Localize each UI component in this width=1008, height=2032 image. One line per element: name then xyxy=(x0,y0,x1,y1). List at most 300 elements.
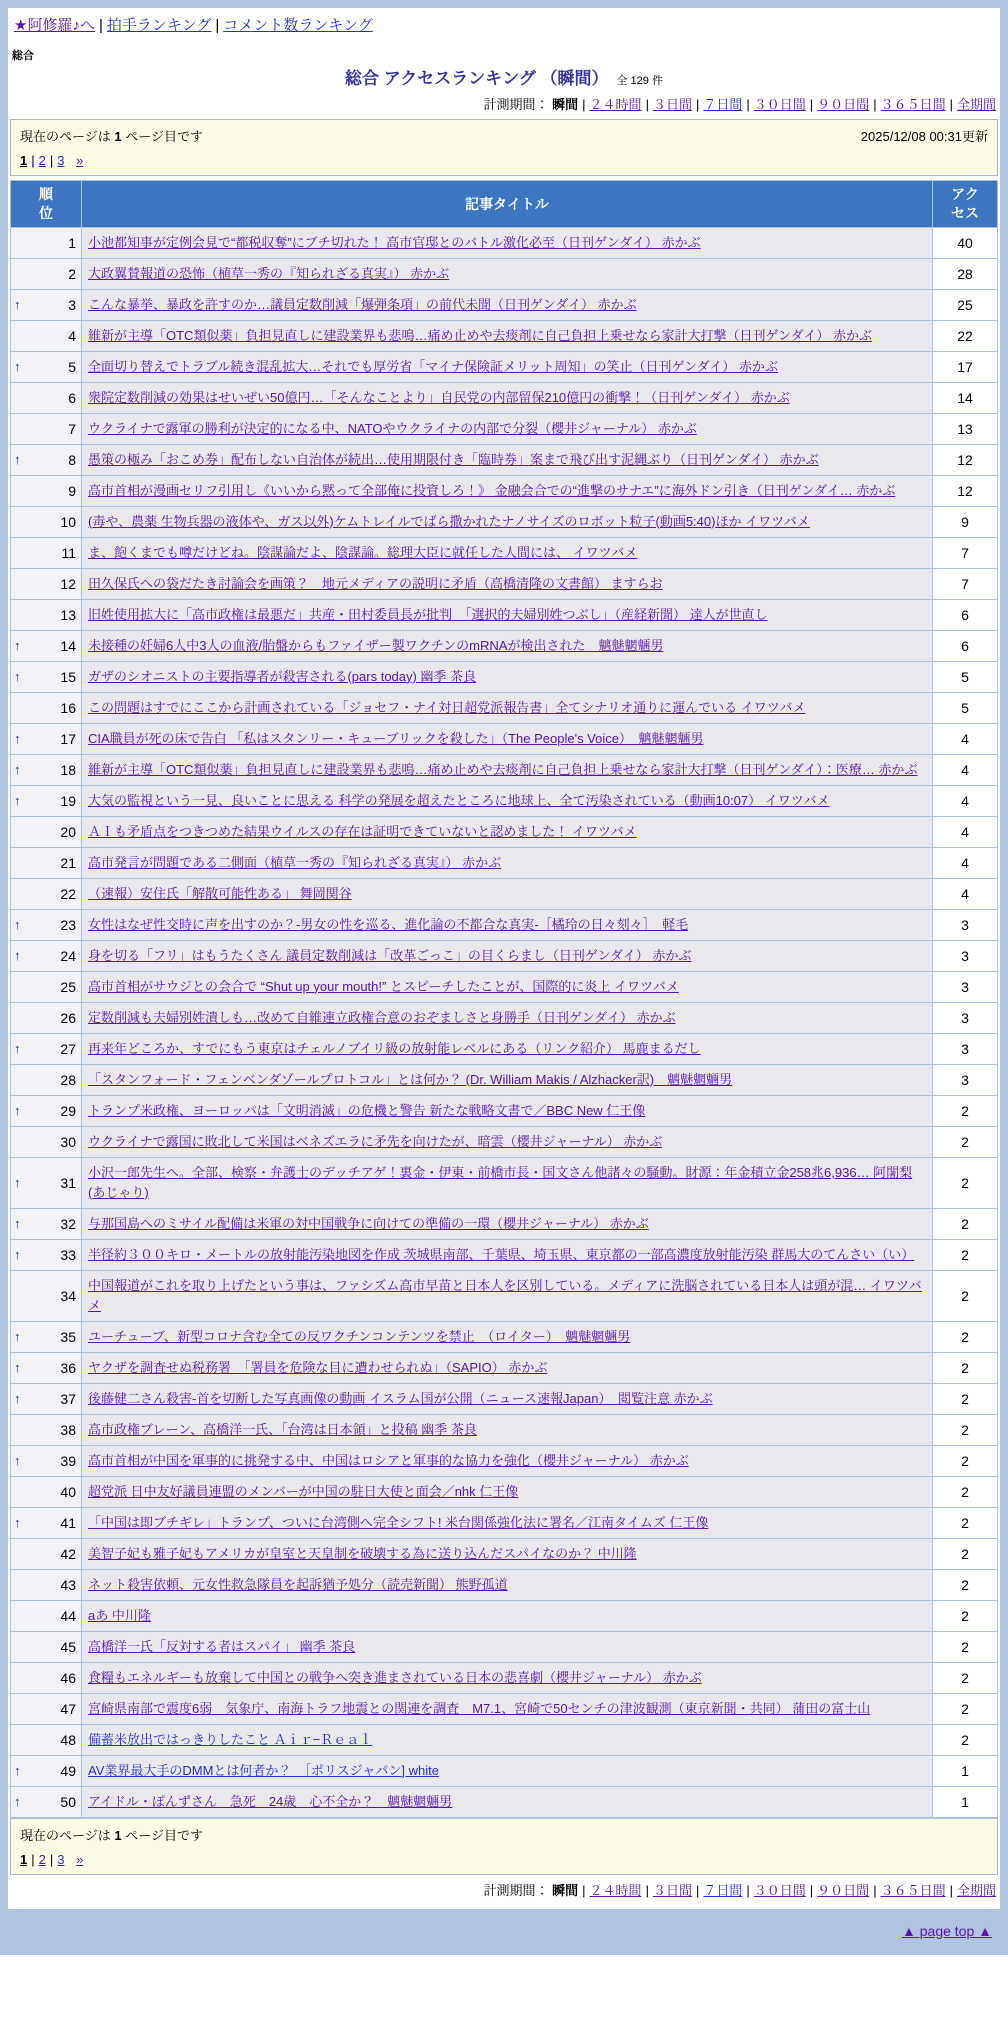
up-arrow-icon: ↑ xyxy=(14,297,21,313)
period-link[interactable]: ７日間 xyxy=(703,1882,743,1898)
table-row xyxy=(11,1383,998,1414)
title-cell xyxy=(82,1157,933,1208)
table-row xyxy=(11,1755,998,1786)
article-link[interactable]: （速報）安住氏「解散可能性ある」 舞岡関谷 xyxy=(88,885,352,901)
separator: | xyxy=(49,153,54,168)
access-count: 2 xyxy=(933,1507,998,1538)
article-link[interactable]: 身を切る「フリ」はもうたくさん 議員定数削減は「改革ごっこ」の目くらまし（日刊ゲンダイ） 赤かぶ xyxy=(88,947,692,963)
table-header-row xyxy=(11,181,998,228)
rank-cell xyxy=(11,630,82,661)
rank-cell xyxy=(11,537,82,568)
separator: | xyxy=(809,97,814,112)
access-count: 2 xyxy=(933,1208,998,1239)
rank-cell xyxy=(11,1414,82,1445)
access-count: 4 xyxy=(933,816,998,847)
article-link[interactable]: 「スタンフォード・フェンベンダゾールプロトコル」とは何か？ (Dr. William Makis / Alzhacker訳) 魑魅魍魎男 xyxy=(88,1071,733,1087)
rank-number: 26 xyxy=(60,1009,76,1026)
article-link[interactable]: 旧姓使用拡大に「高市政権は最悪だ」共産・田村委員長が批判 「選択的夫婦別姓つぶし」（産経新聞） 達人が世直し xyxy=(88,606,768,622)
rank-number: 29 xyxy=(60,1102,76,1119)
article-link[interactable]: 高市首相が中国を軍事的に挑発する中、中国はロシアと軍事的な協力を強化（櫻井ジャーナル） 赤かぶ xyxy=(88,1452,689,1468)
title-cell xyxy=(82,1538,933,1569)
article-link[interactable]: ガザのシオニストの主要指導者が殺害される(pars today) 幽季 茶良 xyxy=(88,668,477,684)
table-row xyxy=(11,351,998,382)
rank-cell xyxy=(11,1786,82,1817)
access-count: 1 xyxy=(933,1755,998,1786)
access-count: 5 xyxy=(933,692,998,723)
period-link[interactable]: ７日間 xyxy=(703,97,743,112)
table-row xyxy=(11,1786,998,1817)
pager-page-link[interactable]: » xyxy=(76,1851,84,1867)
rank-number: 12 xyxy=(60,575,76,592)
access-count: 22 xyxy=(933,320,998,351)
article-link[interactable]: 高橋洋一氏「反対する者はスパイ」 幽季 茶良 xyxy=(88,1638,356,1654)
separator: | xyxy=(31,1851,35,1867)
title-cell xyxy=(82,382,933,413)
table-row xyxy=(11,661,998,692)
ranking-table xyxy=(10,180,998,1818)
rank-cell xyxy=(11,506,82,537)
rank-number: 41 xyxy=(60,1514,76,1531)
pager-page-link[interactable]: 3 xyxy=(57,1851,65,1867)
title-cell xyxy=(82,289,933,320)
article-link[interactable]: この問題はすでにここから計画されている「ジョセフ・ナイ対日超党派報告書」全てシナリオ通りに運んでいる イワツバメ xyxy=(88,699,806,715)
rank-cell xyxy=(11,1157,82,1208)
article-link[interactable]: AV業界最大手のDMMとは何者か？ ［ポリスジャパン] white xyxy=(88,1762,439,1778)
rank-number: 9 xyxy=(68,482,76,499)
rank-cell xyxy=(11,1569,82,1600)
rank-cell xyxy=(11,909,82,940)
period-link[interactable]: ３６５日間 xyxy=(880,97,946,112)
rank-number: 24 xyxy=(60,947,76,964)
separator: | xyxy=(31,153,35,168)
access-count: 4 xyxy=(933,723,998,754)
top-nav-link-3[interactable]: コメント数ランキング xyxy=(223,17,373,34)
table-row xyxy=(11,1157,998,1208)
rank-number: 46 xyxy=(60,1669,76,1686)
title-cell xyxy=(82,878,933,909)
access-count: 2 xyxy=(933,1414,998,1445)
separator: | xyxy=(949,97,953,112)
up-arrow-icon: ↑ xyxy=(14,1175,21,1191)
title-cell xyxy=(82,568,933,599)
table-row xyxy=(11,1064,998,1095)
updated-timestamp: 2025/12/08 00:31更新 xyxy=(860,129,988,144)
pager-page-links xyxy=(20,153,988,168)
pager-status-line xyxy=(20,126,988,145)
table-row xyxy=(11,1126,998,1157)
table-row xyxy=(11,506,998,537)
access-count: 28 xyxy=(933,258,998,289)
up-arrow-icon: ↑ xyxy=(14,1391,21,1407)
column-header-title: 記事タイトル xyxy=(82,181,933,228)
access-count: 40 xyxy=(933,227,998,258)
title-cell xyxy=(82,1755,933,1786)
table-row xyxy=(11,1321,998,1352)
access-count: 2 xyxy=(933,1270,998,1321)
title-cell xyxy=(82,1002,933,1033)
access-count: 2 xyxy=(933,1724,998,1755)
up-arrow-icon: ↑ xyxy=(14,452,21,468)
rank-cell xyxy=(11,227,82,258)
title-cell xyxy=(82,1095,933,1126)
separator: | xyxy=(582,97,586,112)
separator: | xyxy=(645,1882,649,1898)
table-row xyxy=(11,1569,998,1600)
article-link[interactable]: CIA職員が死の床で告白 「私はスタンリー・キューブリックを殺した」（The People's Voice） 魑魅魍魎男 xyxy=(88,730,704,746)
access-count: 14 xyxy=(933,382,998,413)
period-link[interactable]: 全期間 xyxy=(956,1882,996,1898)
rank-number: 11 xyxy=(61,544,76,561)
period-selector-bottom xyxy=(12,1880,996,1899)
article-link[interactable]: 半径約３００キロ・メートルの放射能汚染地図を作成 茨城県南部、千葉県、埼玉県、東京都の一部高濃度放射能汚染 群馬大のてんさい（い） xyxy=(88,1246,915,1262)
pager-bottom xyxy=(10,1818,998,1875)
rank-cell xyxy=(11,568,82,599)
title-cell xyxy=(82,258,933,289)
rank-number: 6 xyxy=(68,389,76,406)
table-row xyxy=(11,630,998,661)
article-link[interactable]: 小池都知事が定例会見で“都税収奪”にブチ切れた！ 高市官邸とのバトル激化必至（日刊ゲンダイ） 赤かぶ xyxy=(88,234,701,250)
table-row xyxy=(11,568,998,599)
title-cell xyxy=(82,1126,933,1157)
rank-number: 19 xyxy=(60,792,76,809)
title-cell xyxy=(82,1693,933,1724)
up-arrow-icon: ↑ xyxy=(14,731,21,747)
period-link[interactable]: ９０日間 xyxy=(817,97,870,112)
rank-number: 50 xyxy=(60,1793,76,1810)
table-row xyxy=(11,1631,998,1662)
article-link[interactable]: アイドル・ぽんずさん 急死 24歳 心不全か？ 魑魅魍魎男 xyxy=(88,1793,453,1809)
title-cell xyxy=(82,227,933,258)
rank-cell xyxy=(11,1724,82,1755)
rank-cell xyxy=(11,1270,82,1321)
table-row xyxy=(11,444,998,475)
article-link[interactable]: 高市首相がサウジとの会合で “Shut up your mouth!” とスピーチしたことが、国際的に炎上 イワツバメ xyxy=(88,978,679,994)
access-count: 2 xyxy=(933,1126,998,1157)
rank-number: 34 xyxy=(60,1287,76,1304)
article-link[interactable]: 小沢一郎先生へ。全部、検察・弁護士のデッチアゲ！裏金・伊東・前橋市長・国文さん他諸々の騒動。財源：年金積立金258兆6,936… 阿闍梨(あじゃり) xyxy=(88,1164,913,1200)
rank-number: 45 xyxy=(60,1638,76,1655)
table-row xyxy=(11,1033,998,1064)
rank-number: 44 xyxy=(60,1607,76,1624)
title-cell xyxy=(82,1270,933,1321)
title-cell xyxy=(82,1569,933,1600)
period-selector-top xyxy=(12,94,996,113)
access-count: 2 xyxy=(933,1476,998,1507)
article-link[interactable]: 中国報道がこれを取り上げたという事は、ファシズム高市早苗と日本人を区別している。メディアに洗脳されている日本人は頭が混… イワツバメ xyxy=(88,1277,922,1313)
access-count: 7 xyxy=(933,568,998,599)
access-count: 2 xyxy=(933,1600,998,1631)
article-link[interactable]: 高市発言が問題である二側面（植草一秀の『知られざる真実』） 赤かぶ xyxy=(88,854,502,870)
access-count: 4 xyxy=(933,754,998,785)
pager-page-link[interactable]: 1 xyxy=(20,153,28,168)
title-cell xyxy=(82,847,933,878)
article-link[interactable]: 食糧もエネルギーも放棄して中国との戦争へ突き進まされている日本の悲喜劇（櫻井ジャーナル） 赤かぶ xyxy=(88,1669,702,1685)
current-page-number: 1 xyxy=(114,1827,122,1843)
period-link[interactable]: ３６５日間 xyxy=(880,1882,946,1898)
title-cell xyxy=(82,1321,933,1352)
rank-number: 23 xyxy=(60,916,76,933)
table-row xyxy=(11,1538,998,1569)
table-row xyxy=(11,1270,998,1321)
title-cell xyxy=(82,1724,933,1755)
period-link[interactable]: 全期間 xyxy=(956,97,996,112)
current-page-number: 1 xyxy=(114,129,122,144)
table-row xyxy=(11,1693,998,1724)
table-row xyxy=(11,909,998,940)
title-cell xyxy=(82,661,933,692)
article-link[interactable]: 高市首相が漫画セリフ引用し《いいから黙って全部俺に投資しろ！》 金融会合での“進撃のサナエ”に海外ドン引き（日刊ゲンダイ… 赤かぶ xyxy=(88,482,896,498)
top-nav-link-1[interactable]: ★阿修羅♪へ xyxy=(14,17,95,34)
period-link[interactable]: ３日間 xyxy=(652,1882,692,1898)
up-arrow-icon: ↑ xyxy=(14,1329,21,1345)
rank-number: 43 xyxy=(60,1576,76,1593)
separator: | xyxy=(695,97,700,112)
rank-cell xyxy=(11,413,82,444)
table-row xyxy=(11,1445,998,1476)
rank-number: 18 xyxy=(60,761,76,778)
access-count: 3 xyxy=(933,1064,998,1095)
table-row xyxy=(11,1724,998,1755)
table-row xyxy=(11,320,998,351)
period-link[interactable]: ３０日間 xyxy=(753,97,806,112)
article-link[interactable]: 定数削減も夫婦別姓潰しも…改めて自維連立政権合意のおぞましさと身勝手（日刊ゲンダイ） 赤かぶ xyxy=(88,1009,676,1025)
table-row xyxy=(11,1095,998,1126)
separator: | xyxy=(49,1851,54,1867)
rank-cell xyxy=(11,1600,82,1631)
rank-number: 47 xyxy=(60,1700,76,1717)
article-link[interactable]: ヤクザを調査せぬ税務署 「署員を危険な目に遭わせられぬ」（SAPIO） 赤かぶ xyxy=(88,1359,548,1375)
article-link[interactable]: 大政翼賛報道の恐怖（植草一秀の『知られざる真実』） 赤かぶ xyxy=(88,265,450,281)
access-count: 2 xyxy=(933,1239,998,1270)
page-top-link[interactable]: ▲ page top ▲ xyxy=(902,1922,992,1939)
separator: | xyxy=(215,17,220,34)
rank-cell xyxy=(11,1352,82,1383)
article-link[interactable]: 備蓄米放出ではっきりしたこと Ａｉｒ−Ｒｅａｌ xyxy=(88,1731,373,1747)
up-arrow-icon: ↑ xyxy=(14,793,21,809)
rank-number: 17 xyxy=(60,730,76,747)
section-label: 総合 xyxy=(12,50,34,62)
rank-cell xyxy=(11,847,82,878)
rank-cell xyxy=(11,1755,82,1786)
article-link[interactable]: aあ 中川隆 xyxy=(88,1607,151,1623)
article-link[interactable]: 与那国島へのミサイル配備は米軍の対中国戦争に向けての準備の一環（櫻井ジャーナル） 赤かぶ xyxy=(88,1215,649,1231)
content-area xyxy=(8,8,1000,1909)
up-arrow-icon: ↑ xyxy=(14,1360,21,1376)
rank-cell xyxy=(11,1095,82,1126)
table-row xyxy=(11,878,998,909)
pager-page-link[interactable]: 1 xyxy=(20,1851,28,1867)
access-count: 17 xyxy=(933,351,998,382)
title-cell xyxy=(82,1033,933,1064)
article-link[interactable]: 愚策の極み「おこめ券」配布しない自治体が続出…使用期限付き「臨時券」案まで飛び出す泥縄ぶり（日刊ゲンダイ） 赤かぶ xyxy=(88,451,819,467)
table-body xyxy=(11,227,998,1817)
table-row xyxy=(11,1507,998,1538)
period-link[interactable]: ９０日間 xyxy=(817,1882,870,1898)
table-row xyxy=(11,227,998,258)
rank-cell xyxy=(11,1445,82,1476)
table-row xyxy=(11,1600,998,1631)
access-count: 4 xyxy=(933,847,998,878)
rank-number: 31 xyxy=(60,1174,76,1191)
up-arrow-icon: ↑ xyxy=(14,917,21,933)
rank-number: 7 xyxy=(68,420,76,437)
rank-cell xyxy=(11,1321,82,1352)
article-link[interactable]: ユーチューブ、新型コロナ含む全ての反ワクチンコンテンツを禁止 （ロイター） 魑魅魍魎男 xyxy=(88,1328,631,1344)
rank-cell xyxy=(11,289,82,320)
article-link[interactable]: 衆院定数削減の効果はせいぜい50億円…「そんなことより」自民党の内部留保210億円の衝撃！（日刊ゲンダイ） 赤かぶ xyxy=(88,389,790,405)
article-link[interactable]: (毒や、農薬 生物兵器の液体や、ガス以外)ケムトレイルでばら撒かれたナノサイズのロボット粒子(動画5:40)ほか イワツバメ xyxy=(88,513,810,529)
period-link[interactable]: ２４時間 xyxy=(589,97,642,112)
title-cell xyxy=(82,723,933,754)
table-row xyxy=(11,1414,998,1445)
up-arrow-icon: ↑ xyxy=(14,359,21,375)
access-count: 3 xyxy=(933,940,998,971)
access-count: 9 xyxy=(933,506,998,537)
top-nav-link-2[interactable]: 拍手ランキング xyxy=(106,17,212,34)
table-row xyxy=(11,413,998,444)
period-link[interactable]: ３日間 xyxy=(652,97,692,112)
access-count: 7 xyxy=(933,537,998,568)
access-count: 2 xyxy=(933,1352,998,1383)
access-count: 2 xyxy=(933,1693,998,1724)
period-current: 瞬間 xyxy=(552,1882,579,1898)
page-top-bar xyxy=(8,1909,1000,1955)
rank-number: 14 xyxy=(60,637,76,654)
rank-number: 5 xyxy=(68,358,76,375)
article-link[interactable]: 未接種の妊婦6人中3人の血液/胎盤からもファイザー製ワクチンのmRNAが検出された 魑魅魍魎男 xyxy=(88,637,664,653)
access-count: 1 xyxy=(933,1786,998,1817)
rank-number: 25 xyxy=(60,978,76,995)
rank-cell xyxy=(11,1239,82,1270)
rank-number: 28 xyxy=(60,1071,76,1088)
article-link[interactable]: ＡＩも矛盾点をつきつめた結果ウイルスの存在は証明できていないと認めました！ イワツバメ xyxy=(88,823,637,839)
current-page-text: 現在のページは 1 ページ目です xyxy=(20,129,203,144)
pager-page-link[interactable]: 2 xyxy=(38,1851,46,1867)
column-header-access: アクセス xyxy=(933,181,998,228)
article-link[interactable]: ネット殺害依頼、元女性救急隊員を起訴猶予処分（読売新聞） 熊野孤道 xyxy=(88,1576,508,1592)
article-link[interactable]: ま、飽くまでも噂だけどね。陰謀論だよ、陰謀論。総理大臣に就任した人間には、 イワツバメ xyxy=(88,544,638,560)
article-link[interactable]: 維新が主導「OTC類似薬」負担見直しに建設業界も悲鳴…痛め止めや去痰剤に自己負担上乗せなら家計大打撃（日刊ゲンダイ） 赤かぶ xyxy=(88,327,873,343)
rank-number: 38 xyxy=(60,1421,76,1438)
article-link[interactable]: トランプ米政権、ヨーロッパは「文明消滅」の危機と警告 新たな戦略文書で／BBC New 仁王像 xyxy=(88,1102,646,1118)
title-cell xyxy=(82,909,933,940)
table-row xyxy=(11,971,998,1002)
rank-number: 48 xyxy=(60,1731,76,1748)
pager-page-links xyxy=(20,1852,988,1867)
up-arrow-icon: ↑ xyxy=(14,1794,21,1810)
rank-number: 36 xyxy=(60,1359,76,1376)
article-link[interactable]: 高市政権ブレーン、高橋洋一氏、「台湾は日本領」と投稿 幽季 茶良 xyxy=(88,1421,477,1437)
article-link[interactable]: 再来年どころか、すでにもう東京はチェルノブイリ級の放射能レベルにある（リンク紹介） 馬鹿まるだし xyxy=(88,1040,701,1056)
table-row xyxy=(11,847,998,878)
current-page-text: 現在のページは 1 ページ目です xyxy=(20,1827,203,1843)
table-row xyxy=(11,1239,998,1270)
title-cell xyxy=(82,1064,933,1095)
access-count: 2 xyxy=(933,1095,998,1126)
separator: | xyxy=(695,1882,700,1898)
pager-page-link[interactable]: » xyxy=(76,153,84,168)
period-label: 計測期間： xyxy=(483,1882,553,1898)
table-row xyxy=(11,258,998,289)
access-count: 6 xyxy=(933,630,998,661)
rank-number: 39 xyxy=(60,1452,76,1469)
title-cell xyxy=(82,1383,933,1414)
rank-cell xyxy=(11,1033,82,1064)
rank-number: 49 xyxy=(60,1762,76,1779)
pager-page-link[interactable]: 2 xyxy=(38,153,46,168)
rank-cell xyxy=(11,1631,82,1662)
separator xyxy=(64,1852,76,1867)
access-count: 25 xyxy=(933,289,998,320)
rank-number: 42 xyxy=(60,1545,76,1562)
rank-cell xyxy=(11,1064,82,1095)
period-link[interactable]: ３０日間 xyxy=(753,1882,806,1898)
title-cell xyxy=(82,351,933,382)
period-current: 瞬間 xyxy=(552,97,579,112)
article-link[interactable]: こんな暴挙、暴政を許すのか…議員定数削減「爆弾条項」の前代未聞（日刊ゲンダイ） 赤かぶ xyxy=(88,296,637,312)
title-cell xyxy=(82,1662,933,1693)
title-cell xyxy=(82,1786,933,1817)
top-nav xyxy=(10,8,998,42)
article-link[interactable]: 大気の監視という一見、良いことに思える 科学の発展を超えたところに地球上、全て汚染されている（動画10:07） イワツバメ xyxy=(88,792,830,808)
title-cell xyxy=(82,413,933,444)
article-link[interactable]: 維新が主導「OTC類似薬」負担見直しに建設業界も悲鳴…痛め止めや去痰剤に自己負担上乗せなら家計大打撃（日刊ゲンダイ）：医療… 赤かぶ xyxy=(88,761,918,777)
access-count: 12 xyxy=(933,475,998,506)
separator: | xyxy=(746,97,750,112)
article-link[interactable]: 女性はなぜ性交時に声を出すのか？-男女の性を巡る、進化論の不都合な真実-［橘玲の日々刻々］ 軽毛 xyxy=(88,916,689,932)
rank-cell xyxy=(11,351,82,382)
article-link[interactable]: 全面切り替えでトラブル続き混乱拡大…それでも厚労省「マイナ保険証メリット周知」の笑止（日刊ゲンダイ） 赤かぶ xyxy=(88,358,779,374)
table-row xyxy=(11,1476,998,1507)
rank-cell xyxy=(11,1538,82,1569)
period-link[interactable]: ２４時間 xyxy=(589,1882,642,1898)
pager-status-line xyxy=(20,1825,988,1844)
up-arrow-icon: ↑ xyxy=(14,762,21,778)
article-link[interactable]: 「中国は即ブチギレ」トランプ、ついに台湾側へ完全シフト! 米台関係強化法に署名／江南タイムズ 仁王像 xyxy=(88,1514,709,1530)
title-cell xyxy=(82,816,933,847)
rank-number: 3 xyxy=(68,296,76,313)
rank-number: 13 xyxy=(60,606,76,623)
pager-page-link[interactable]: 3 xyxy=(57,153,65,168)
title-cell xyxy=(82,1414,933,1445)
title-cell xyxy=(82,1631,933,1662)
column-header-rank: 順位 xyxy=(11,181,82,228)
table-row xyxy=(11,940,998,971)
article-link[interactable]: ウクライナで露軍の勝利が決定的になる中、NATOやウクライナの内部で分裂（櫻井ジャーナル） 赤かぶ xyxy=(88,420,697,436)
rank-cell xyxy=(11,475,82,506)
rank-number: 35 xyxy=(60,1328,76,1345)
up-arrow-icon: ↑ xyxy=(14,1216,21,1232)
title-cell xyxy=(82,1445,933,1476)
article-link[interactable]: 後藤健二さん殺害-首を切断した写真画像の動画 イスラム国が公開（ニュース速報Japan） 閲覧注意 赤かぶ xyxy=(88,1390,713,1406)
article-link[interactable]: 美智子妃も雅子妃もアメリカが皇室と天皇制を破壊する為に送り込んだスパイなのか？ 中川隆 xyxy=(88,1545,637,1561)
rank-number: 40 xyxy=(60,1483,76,1500)
rank-cell xyxy=(11,785,82,816)
rank-cell xyxy=(11,1693,82,1724)
up-arrow-icon: ↑ xyxy=(14,1041,21,1057)
rank-number: 15 xyxy=(60,668,76,685)
rank-number: 4 xyxy=(68,327,76,344)
heading-block xyxy=(10,64,998,89)
table-row xyxy=(11,1002,998,1033)
article-link[interactable]: ウクライナで露国に敗北して米国はベネズエラに矛先を向けたが、暗雲（櫻井ジャーナル） 赤かぶ xyxy=(88,1133,663,1149)
rank-number: 16 xyxy=(60,699,76,716)
access-count: 2 xyxy=(933,1445,998,1476)
article-link[interactable]: 宮崎県南部で震度6弱 気象庁、南海トラフ地震との関連を調査 M7.1、宮崎で50センチの津波観測（東京新聞・共同） 蒲田の富士山 xyxy=(88,1700,871,1716)
article-link[interactable]: 田久保氏への袋だたき討論会を画策？ 地元メディアの説明に矛盾（高橋清隆の文書館） ますらお xyxy=(88,575,663,591)
article-link[interactable]: 超党派 日中友好議員連盟のメンバーが中国の駐日大使と面会／nhk 仁王像 xyxy=(88,1483,519,1499)
access-count: 5 xyxy=(933,661,998,692)
